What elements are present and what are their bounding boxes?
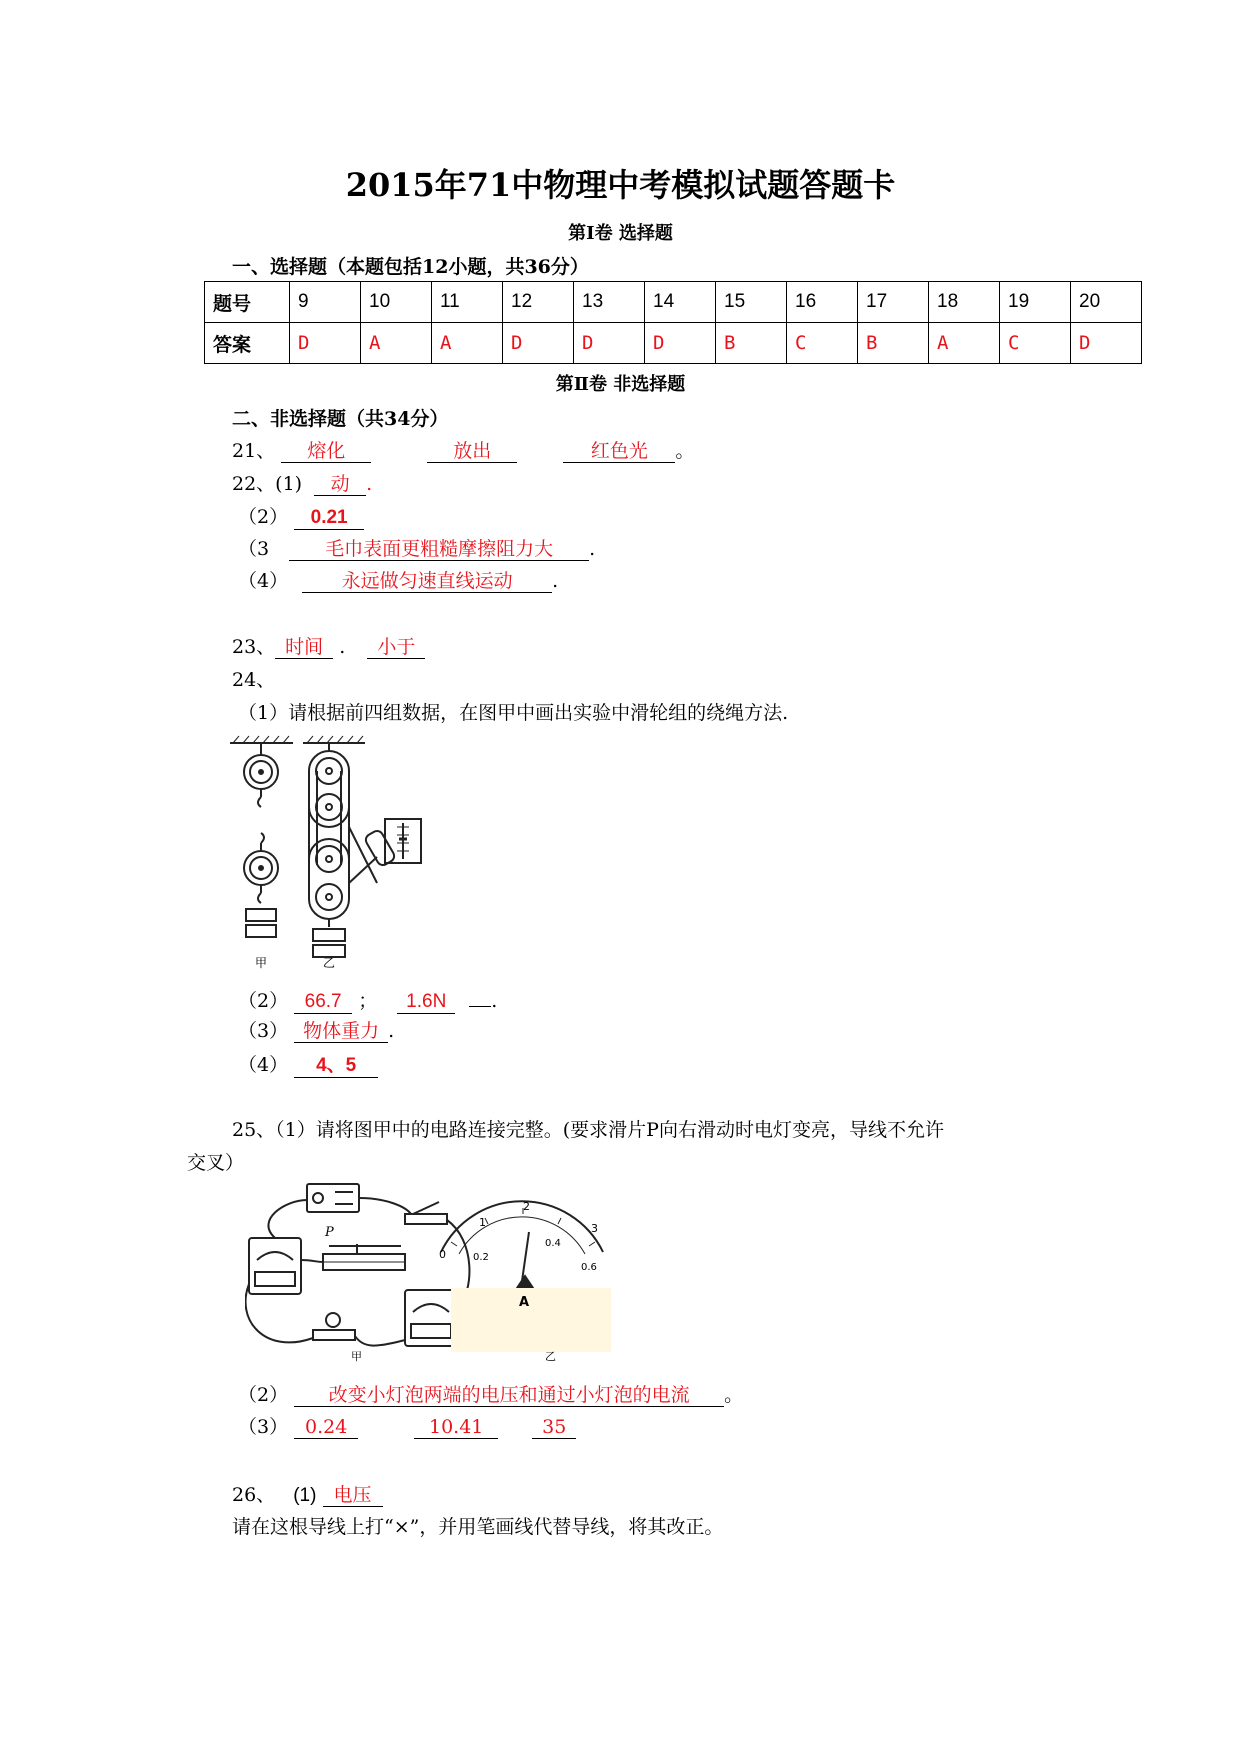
figure-label-left: 甲 (351, 1350, 362, 1363)
circuit-figure (245, 1180, 630, 1365)
q25-answer-3b: 10.41 (414, 1416, 498, 1439)
answer-cell: C (787, 323, 858, 364)
q26-part1-label: (1) (293, 1485, 317, 1506)
page-title: 2015年71中物理中考模拟试题答题卡 (345, 166, 896, 204)
q22-end-4: . (552, 570, 559, 592)
q21-line (232, 436, 694, 463)
q25-prompt-line-1: 25、（1）请将图甲中的电路连接完整。(要求滑片P向右滑动时电灯变亮，导线不允许 (232, 1119, 944, 1141)
dial-tick-label: 2 (523, 1200, 530, 1213)
question-number: 9 (290, 282, 361, 323)
question-number: 18 (929, 282, 1000, 323)
q23-answer-1: 时间 (275, 636, 333, 659)
q21-label: 21、 (232, 440, 276, 462)
q25-part3-label: （3） (238, 1416, 289, 1438)
q25-line-2 (238, 1380, 743, 1407)
q22-answer-2: 0.21 (294, 507, 364, 530)
answer-cell: C (1000, 323, 1071, 364)
meter-unit-label: A (519, 1295, 530, 1310)
answer-cell: D (503, 323, 574, 364)
answer-cell: D (645, 323, 716, 364)
q24-answer-3: 物体重力 (294, 1020, 388, 1043)
q24-end-2: . (491, 990, 498, 1012)
q25-prompt-line-2: 交叉） (187, 1152, 245, 1174)
dial-tick-label: 0.4 (545, 1238, 561, 1249)
answer-cell: D (1071, 323, 1142, 364)
answer-cell: D (574, 323, 645, 364)
answer-cell: D (290, 323, 361, 364)
slider-label: P (325, 1225, 334, 1240)
q23-separator: . (339, 636, 346, 658)
q22-line-2 (238, 502, 364, 530)
table-row (205, 282, 1142, 323)
q22-end-1: . (366, 473, 373, 495)
q22-line-4 (238, 566, 558, 593)
q25-answer-3c: 35 (532, 1416, 576, 1439)
question-number: 15 (716, 282, 787, 323)
q24-answer-2a: 66.7 (294, 991, 352, 1014)
answer-cell: A (432, 323, 503, 364)
dial-tick-label: 0 (439, 1248, 446, 1261)
table-row (205, 323, 1142, 364)
row-label: 答案 (205, 323, 290, 364)
question-number: 14 (645, 282, 716, 323)
dial-tick-label: 1 (479, 1216, 486, 1229)
q26-answer-1: 电压 (323, 1484, 383, 1507)
q22-end-3: . (589, 538, 596, 560)
q25-end-2: 。 (724, 1384, 744, 1406)
question-number: 16 (787, 282, 858, 323)
answer-cell: A (929, 323, 1000, 364)
q22-label: 22、(1) (232, 473, 303, 495)
row-label: 题号 (205, 282, 290, 323)
q24-line-2 (238, 984, 497, 1014)
q24-answer-2b: 1.6N (397, 991, 455, 1014)
figure-label-right: 乙 (545, 1350, 556, 1363)
section1-heading: 一、选择题（本题包括12小题，共36分） (232, 256, 589, 278)
q23-line (232, 632, 425, 659)
question-number: 10 (361, 282, 432, 323)
q22-part4-label: （4） (238, 570, 289, 592)
q25-part2-label: （2） (238, 1384, 289, 1406)
question-number: 11 (432, 282, 503, 323)
question-number: 17 (858, 282, 929, 323)
q25-line-3 (238, 1412, 576, 1439)
q24-prompt-1: （1）请根据前四组数据，在图甲中画出实验中滑轮组的绕绳方法. (238, 702, 789, 724)
q24-part3-label: （3） (238, 1020, 289, 1042)
q22-line-3 (238, 534, 595, 561)
q24-answer-4: 4、5 (294, 1055, 378, 1078)
blank-line (469, 984, 491, 1007)
q24-separator: ； (358, 990, 378, 1012)
answer-table (204, 281, 1142, 364)
answer-cell: B (858, 323, 929, 364)
dial-tick-label: 3 (591, 1222, 598, 1235)
question-number: 13 (574, 282, 645, 323)
answer-cell: A (361, 323, 432, 364)
q21-answer-2: 放出 (427, 440, 517, 463)
q25-answer-3a: 0.24 (294, 1416, 358, 1439)
q24-line-3 (238, 1016, 394, 1043)
q26-instruction: 请在这根导线上打“×”，并用笔画线代替导线，将其改正。 (232, 1516, 724, 1538)
dial-tick-label: 0.2 (473, 1252, 489, 1263)
q25-answer-2: 改变小灯泡两端的电压和通过小灯泡的电流 (294, 1384, 724, 1407)
q23-answer-2: 小于 (367, 636, 425, 659)
q21-end: 。 (675, 440, 695, 462)
q24-line-4 (238, 1050, 378, 1078)
figure-label-right: 乙 (323, 956, 336, 970)
q21-answer-3: 红色光 (563, 440, 675, 463)
question-number: 20 (1071, 282, 1142, 323)
q24-end-3: . (388, 1020, 395, 1042)
question-number: 12 (503, 282, 574, 323)
figure-label-left: 甲 (255, 956, 268, 970)
section2-heading: 二、非选择题（共34分） (232, 408, 449, 430)
q26-line-1 (232, 1480, 383, 1507)
q24-label: 24、 (232, 669, 276, 691)
q21-answer-1: 熔化 (281, 440, 371, 463)
part2-heading: 第Ⅱ卷 非选择题 (555, 374, 686, 395)
q24-part2-label: （2） (238, 990, 289, 1012)
q26-label: 26、 (232, 1484, 276, 1506)
answer-cell: B (716, 323, 787, 364)
q23-label: 23、 (232, 636, 276, 658)
q22-part2-label: （2） (238, 506, 289, 528)
q22-line-1 (232, 469, 372, 496)
q22-part3-label: （3 (238, 538, 270, 560)
question-number: 19 (1000, 282, 1071, 323)
pulley-figure (225, 735, 455, 980)
q22-answer-4: 永远做匀速直线运动 (302, 570, 552, 593)
q22-answer-3: 毛巾表面更粗糙摩擦阻力大 (289, 538, 589, 561)
part1-heading: 第Ⅰ卷 选择题 (568, 223, 673, 244)
dial-tick-label: 0.6 (581, 1262, 597, 1273)
q24-part4-label: （4） (238, 1054, 289, 1076)
q22-answer-1: 动 (314, 473, 366, 496)
